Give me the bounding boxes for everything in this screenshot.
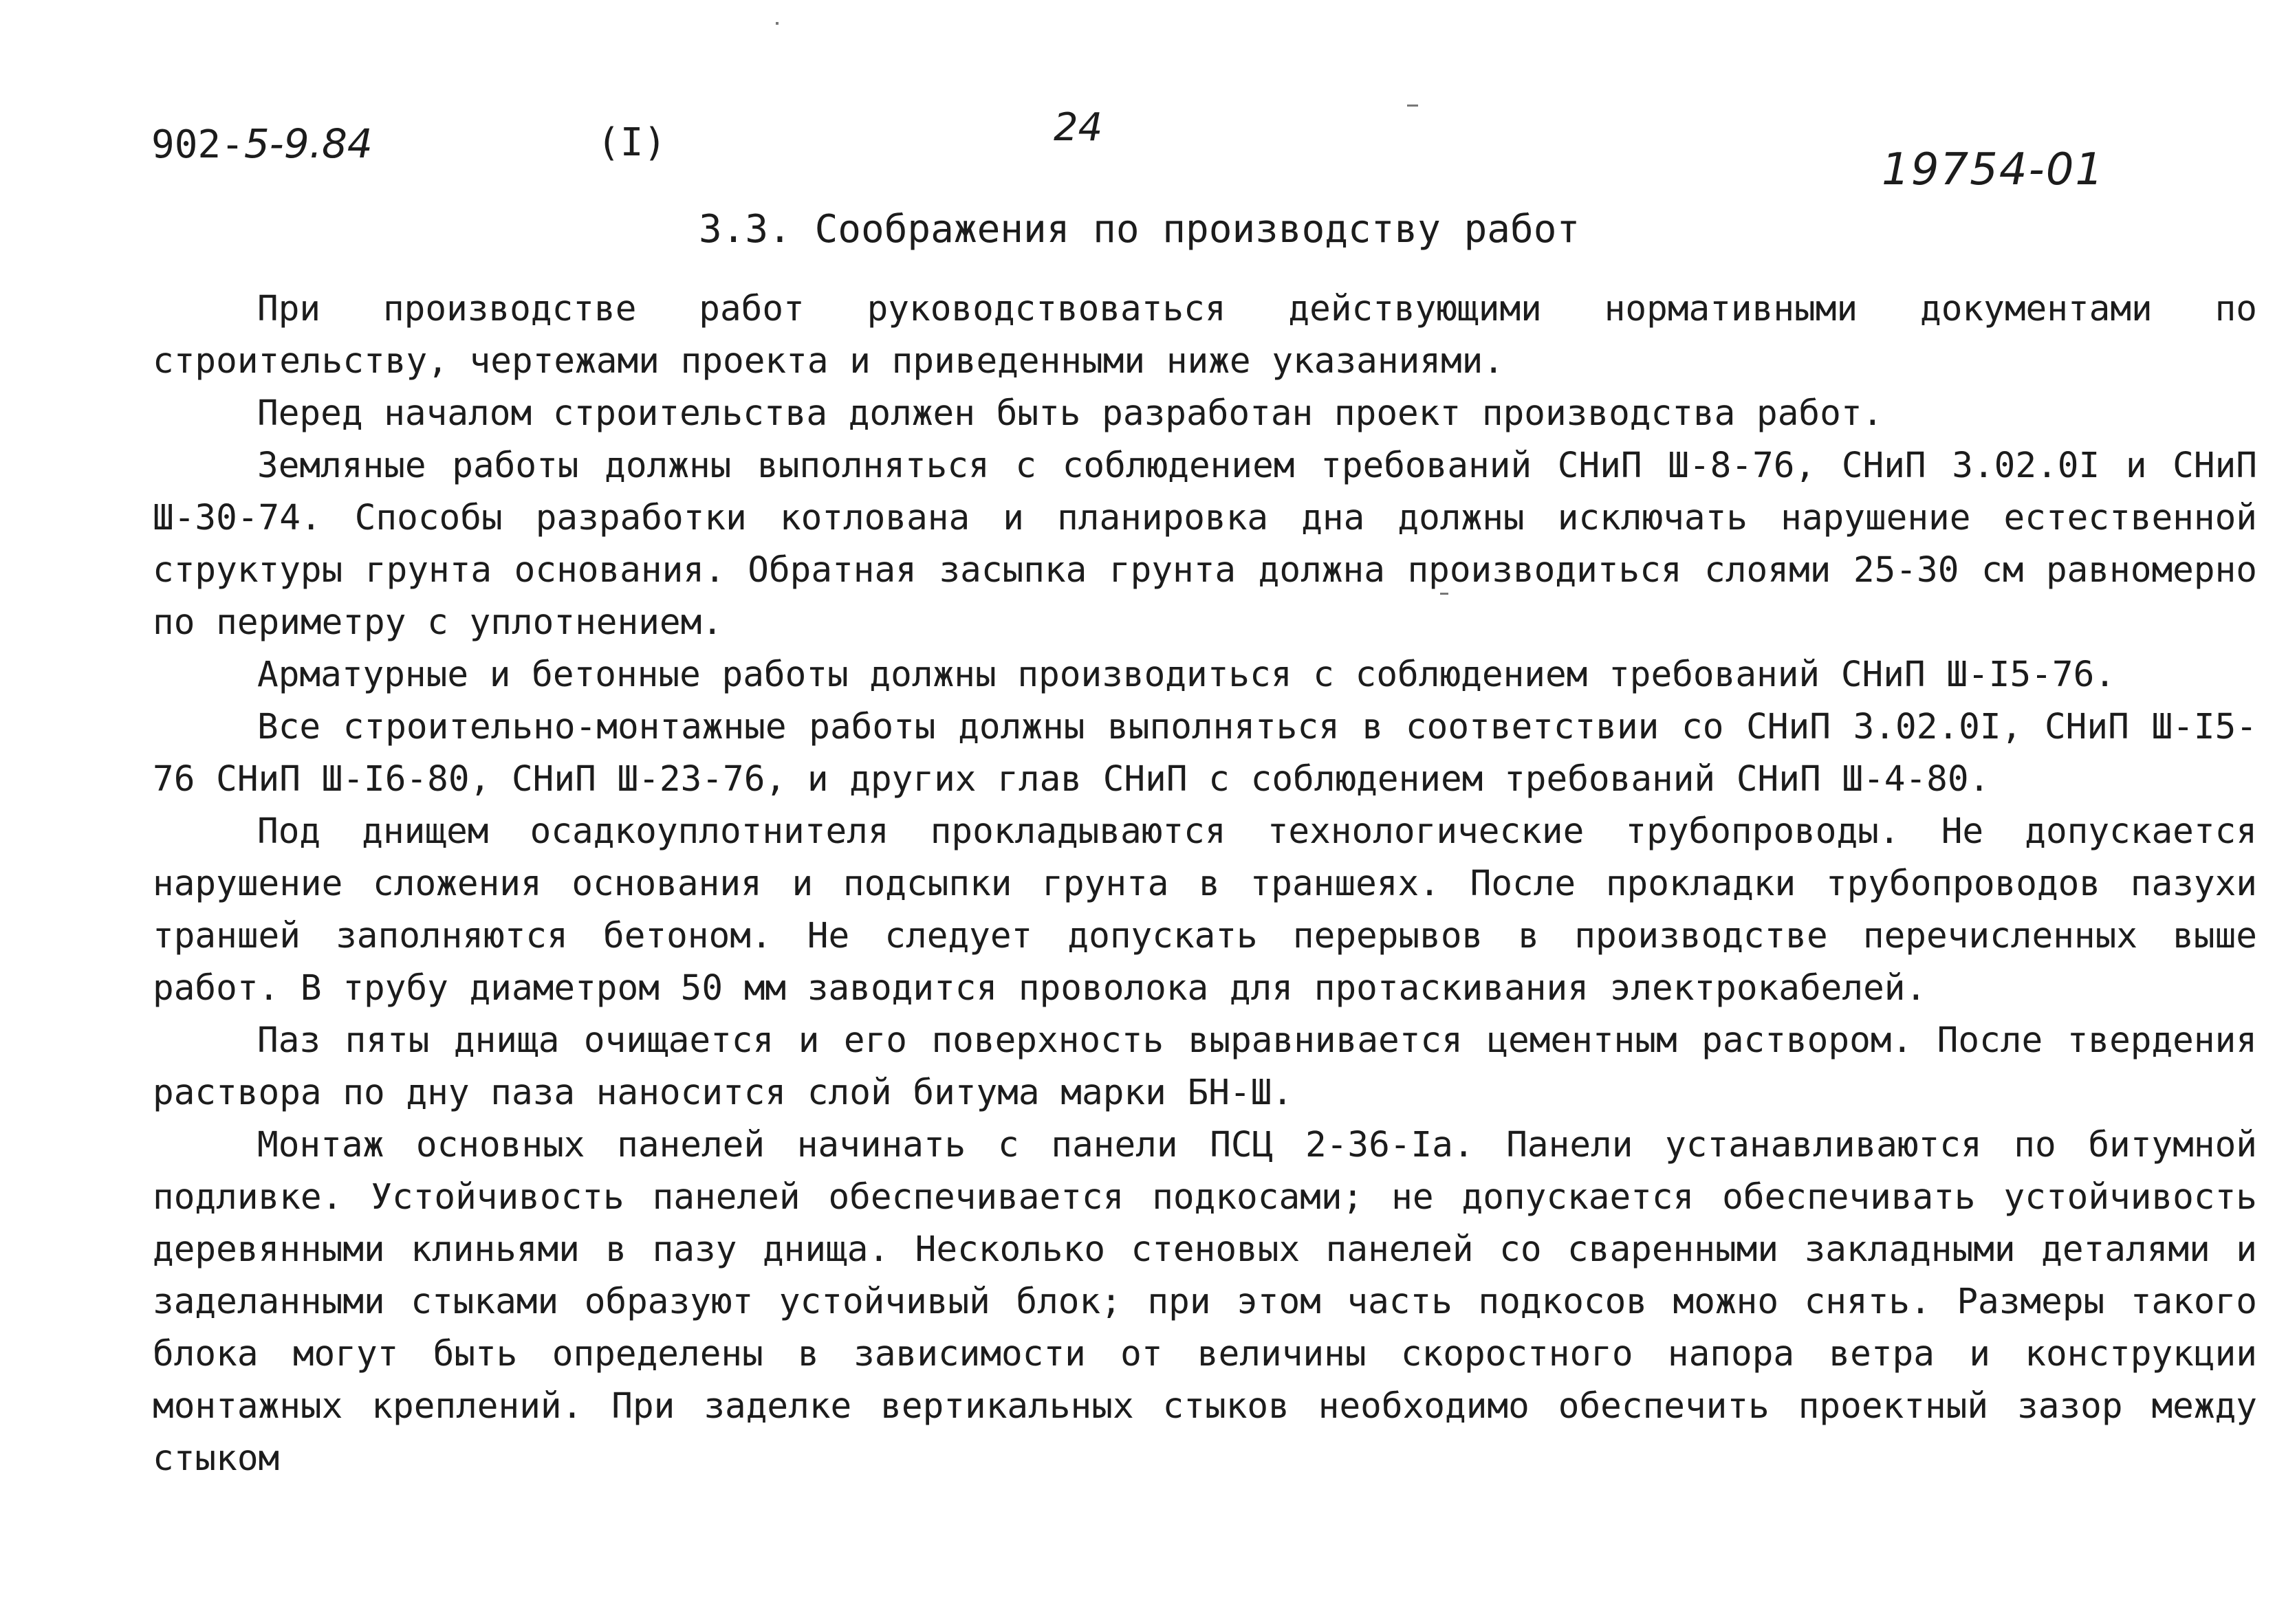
scan-speck <box>1407 105 1418 107</box>
document-part: (I) <box>597 120 667 165</box>
paragraph: Под днищем осадкоуплотнителя прокладываются технологические трубопроводы. Не допускается нарушение сложения основания и подсыпки грунта в траншеях. После прокладки трубопроводов пазухи траншей заполняются бетоном. Не следует допускать перерывов в производстве перечисленных выше работ. В трубу диаметром 50 мм заводится проволока для протаскивания электрокабелей. <box>153 811 2257 1009</box>
document-code-printed: 902- <box>151 122 244 167</box>
section-title: 3.3. Соображения по производству работ <box>699 207 1580 252</box>
paragraph: Земляные работы должны выполняться с соблюдением требований СНиП Ш-8-76, СНиП 3.02.0I и СНиП Ш-30-74. Способы разработки котлована и планировка дна должны исключать нарушение естественной структуры грунта основания. Обратная засыпка грунта должна производиться слоями 25-30 см равномерно по периметру с уплотнением. <box>153 446 2257 643</box>
document-code <box>151 120 373 167</box>
paragraph: Паз пяты днища очищается и его поверхность выравнивается цементным раствором. После твердения раствора по дну паза наносится слой битума марки БН-Ш. <box>153 1020 2257 1113</box>
document-code-handwritten: 5-9.84 <box>243 120 373 167</box>
inventory-stamp: 19754-01 <box>1882 144 2105 195</box>
paragraph: Монтаж основных панелей начинать с панели ПСЦ 2-36-Iа. Панели устанавливаются по битумной подливке. Устойчивость панелей обеспечивается подкосами; не допускается обеспечивать устойчивость деревянными клиньями в пазу днища. Несколько стеновых панелей со сваренными закладными деталями и заделанными стыками образуют устойчивый блок; при этом часть подкосов можно снять. Размеры такого блока могут быть определены в зависимости от величины скоростного напора ветра и конструкции монтажных креплений. При заделке вертикальных стыков необходимо обеспечить проектный зазор между стыком <box>153 1125 2257 1479</box>
paragraph: Арматурные и бетонные работы должны производиться с соблюдением требований СНиП Ш-I5-76. <box>257 655 2116 695</box>
document-body <box>153 283 2257 1485</box>
paragraph: При производстве работ руководствоваться действующими нормативными документами по строительству, чертежами проекта и приведенными ниже указаниями. <box>153 289 2257 382</box>
scan-speck <box>1440 593 1448 595</box>
page-number: 24 <box>1054 105 1103 150</box>
paragraph: Все строительно-монтажные работы должны выполняться в соответствии со СНиП 3.02.0I, СНиП Ш-I5-76 СНиП Ш-I6-80, СНиП Ш-23-76, и других глав СНиП с соблюдением требований СНиП Ш-4-80. <box>153 707 2257 800</box>
scan-speck <box>776 22 779 25</box>
paragraph: Перед началом строительства должен быть разработан проект производства работ. <box>257 393 1884 434</box>
